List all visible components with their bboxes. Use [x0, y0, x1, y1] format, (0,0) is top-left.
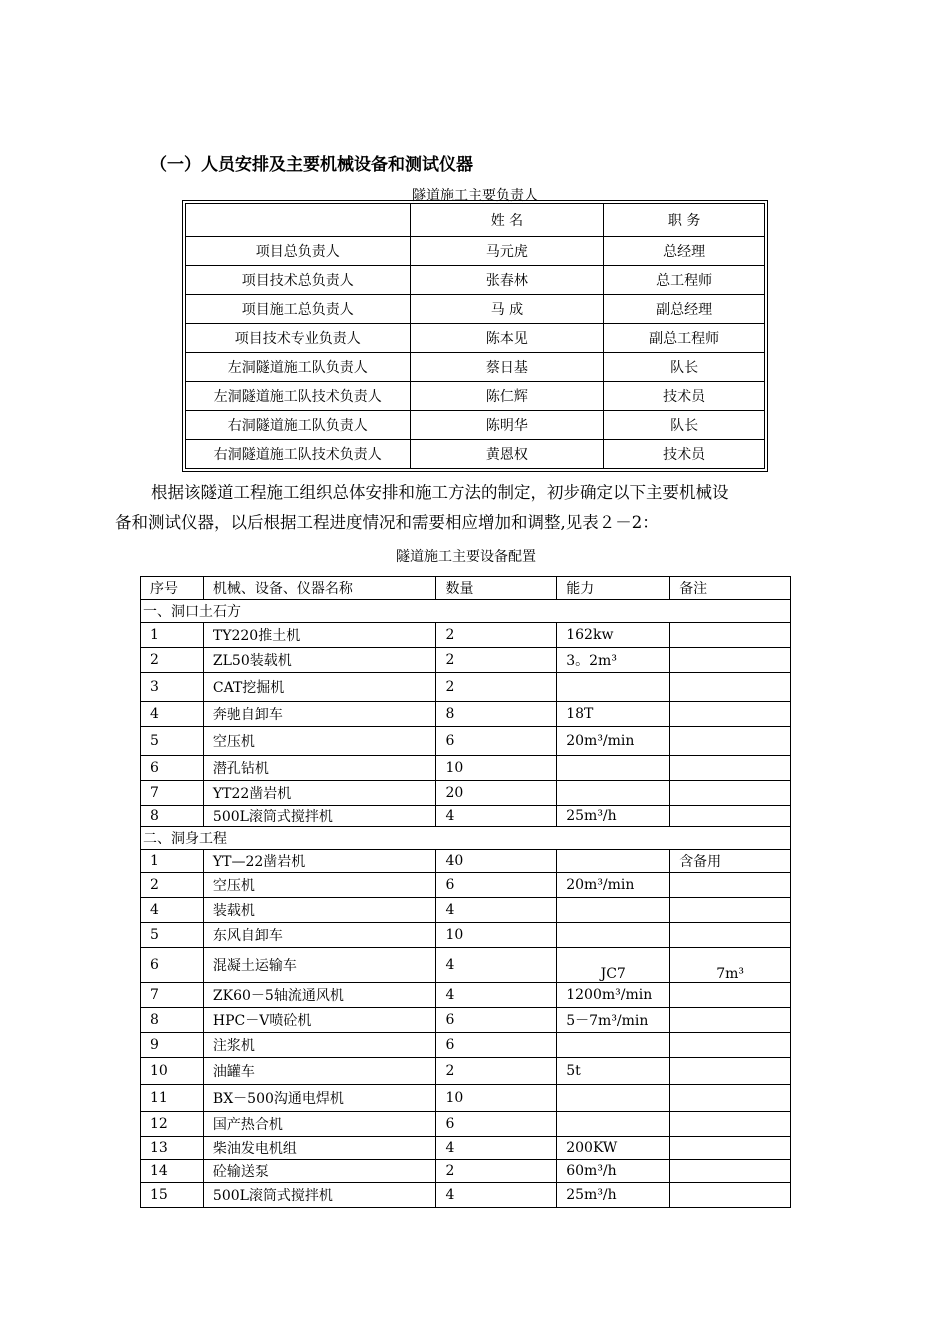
table-cell: 7: [141, 983, 204, 1008]
table-cell: 25m³/h: [557, 1183, 670, 1208]
table-cell: [670, 1058, 791, 1085]
table-row: [141, 673, 791, 702]
table-cell: 10: [141, 1058, 204, 1085]
table-cell: [670, 983, 791, 1008]
table-cell: 5: [141, 727, 204, 756]
table-cell: [557, 923, 670, 948]
table-cell: [670, 727, 791, 756]
table-cell: 4: [436, 1137, 557, 1160]
table1-caption: 隧道施工主要负责人: [412, 188, 538, 204]
table-cell: [557, 850, 670, 873]
table-cell: 10: [436, 923, 557, 948]
table-row: [141, 702, 791, 727]
table-cell: [557, 1033, 670, 1058]
table-cell: 陈明华: [410, 411, 604, 440]
table-cell: 60m³/h: [557, 1160, 670, 1183]
table-cell: 5－7m³/min: [557, 1008, 670, 1033]
table-cell: 40: [436, 850, 557, 873]
table-cell: 装载机: [203, 898, 436, 923]
table-row: [186, 353, 765, 382]
table-cell: 6: [436, 1008, 557, 1033]
section-row-body: [141, 827, 791, 850]
table-row: [141, 1112, 791, 1137]
table-cell: BX－500沟通电焊机: [203, 1085, 436, 1112]
table-cell: [670, 1137, 791, 1160]
table-cell: [557, 1085, 670, 1112]
table-cell: 11: [141, 1085, 204, 1112]
table-cell: 2: [436, 648, 557, 673]
table-cell: [670, 673, 791, 702]
table-cell: 6: [141, 756, 204, 781]
table-cell: [670, 1160, 791, 1183]
table-cell: 6: [436, 873, 557, 898]
header-cell: [186, 204, 411, 237]
table-cell: 柴油发电机组: [203, 1137, 436, 1160]
header-cell: 数量: [436, 577, 557, 600]
table-cell: 右洞隧道施工队技术负责人: [186, 440, 411, 469]
table-cell: TY220推土机: [203, 623, 436, 648]
table-cell: [557, 898, 670, 923]
table-cell: [670, 623, 791, 648]
personnel-table: [185, 203, 765, 469]
table-row: [141, 898, 791, 923]
section-label: 二、洞身工程: [141, 827, 791, 850]
table-cell: 3: [141, 673, 204, 702]
table-row: [141, 948, 791, 983]
header-cell: 姓 名: [410, 204, 604, 237]
header-cell: 能力: [557, 577, 670, 600]
table-cell: [670, 1112, 791, 1137]
table-row: [141, 727, 791, 756]
table-cell: 2: [436, 623, 557, 648]
table-cell: [670, 1008, 791, 1033]
table-row: [141, 1008, 791, 1033]
table-cell: 项目技术总负责人: [186, 266, 411, 295]
table-cell: [670, 1033, 791, 1058]
table-cell: 10: [436, 1085, 557, 1112]
table-cell: YT22凿岩机: [203, 781, 436, 806]
table-row: [186, 295, 765, 324]
table-cell: 20m³/min: [557, 873, 670, 898]
table-cell: ZK60－5轴流通风机: [203, 983, 436, 1008]
table-cell: 技术员: [604, 440, 765, 469]
table-cell: [670, 702, 791, 727]
header-cell: 机械、设备、仪器名称: [203, 577, 436, 600]
table-cell: 总经理: [604, 237, 765, 266]
table-row: [141, 1183, 791, 1208]
table-row: [141, 1085, 791, 1112]
table-row: [141, 623, 791, 648]
table-cell: 蔡日基: [410, 353, 604, 382]
header-cell: 职 务: [604, 204, 765, 237]
table-cell: 4: [436, 806, 557, 827]
table-row: [141, 923, 791, 948]
table-cell: 500L滚筒式搅拌机: [203, 806, 436, 827]
table-cell: [557, 756, 670, 781]
table-cell: 25m³/h: [557, 806, 670, 827]
table-cell: 左洞隧道施工队技术负责人: [186, 382, 411, 411]
table-cell: 队长: [604, 353, 765, 382]
table-cell: 2: [436, 1160, 557, 1183]
table-cell: [670, 873, 791, 898]
table-cell: [670, 781, 791, 806]
table-cell: 18T: [557, 702, 670, 727]
table-cell: 2: [141, 648, 204, 673]
table-cell: HPC－V喷砼机: [203, 1008, 436, 1033]
table-cell: 4: [141, 898, 204, 923]
table2-caption: 隧道施工主要设备配置: [396, 549, 536, 565]
table-cell: 陈本见: [410, 324, 604, 353]
table-cell: [670, 1183, 791, 1208]
table-row: [141, 781, 791, 806]
table-cell: 总工程师: [604, 266, 765, 295]
table-cell: 黄恩权: [410, 440, 604, 469]
section-row-entrance: [141, 600, 791, 623]
table-cell: 副总经理: [604, 295, 765, 324]
header-cell: 序号: [141, 577, 204, 600]
table-cell: 国产热合机: [203, 1112, 436, 1137]
table-cell: 奔驰自卸车: [203, 702, 436, 727]
table-row: [186, 411, 765, 440]
table-header-row: [141, 577, 791, 600]
table-row: [141, 983, 791, 1008]
table-row: [186, 237, 765, 266]
table-cell: 张春林: [410, 266, 604, 295]
table-cell: 8: [436, 702, 557, 727]
table-cell: 项目总负责人: [186, 237, 411, 266]
table-header-row: [186, 204, 765, 237]
table-cell: YT—22凿岩机: [203, 850, 436, 873]
table-row: [141, 873, 791, 898]
intro-paragraph: [115, 478, 845, 538]
table-row: [141, 1137, 791, 1160]
table-cell: [670, 923, 791, 948]
table-cell: 潜孔钻机: [203, 756, 436, 781]
table-cell: 马元虎: [410, 237, 604, 266]
table-cell: 162kw: [557, 623, 670, 648]
table-cell: 混凝土运输车: [203, 948, 436, 983]
table-cell: 5t: [557, 1058, 670, 1085]
table-row: [186, 266, 765, 295]
table-cell: 15: [141, 1183, 204, 1208]
table-cell: 4: [436, 1183, 557, 1208]
table-cell: 9: [141, 1033, 204, 1058]
table-cell: 2: [436, 673, 557, 702]
table-cell: [670, 648, 791, 673]
table-cell: 东风自卸车: [203, 923, 436, 948]
table-cell: 6: [141, 948, 204, 983]
table-row: [141, 756, 791, 781]
table-cell: [670, 1085, 791, 1112]
table-cell: 左洞隧道施工队负责人: [186, 353, 411, 382]
table-cell: 12: [141, 1112, 204, 1137]
table-row: [141, 1058, 791, 1085]
table-cell: [557, 1112, 670, 1137]
table-cell: 7m³: [670, 948, 791, 983]
table-cell: 4: [141, 702, 204, 727]
table-cell: 6: [436, 727, 557, 756]
table-cell: 4: [436, 898, 557, 923]
table-row: [186, 440, 765, 469]
table-cell: 油罐车: [203, 1058, 436, 1085]
table-row: [141, 1160, 791, 1183]
table-cell: JC7: [557, 948, 670, 983]
table-row: [141, 806, 791, 827]
table-cell: 1: [141, 623, 204, 648]
table-cell: 含备用: [670, 850, 791, 873]
table-row: [141, 648, 791, 673]
table-row: [141, 1033, 791, 1058]
table-row: [186, 382, 765, 411]
table-cell: 空压机: [203, 727, 436, 756]
table-cell: 7: [141, 781, 204, 806]
table-cell: 4: [436, 983, 557, 1008]
section-label: 一、洞口土石方: [141, 600, 791, 623]
table-cell: 1: [141, 850, 204, 873]
table-cell: 20: [436, 781, 557, 806]
table-cell: 6: [436, 1033, 557, 1058]
table-cell: 队长: [604, 411, 765, 440]
table-cell: 2: [436, 1058, 557, 1085]
table-cell: 2: [141, 873, 204, 898]
table-cell: 200KW: [557, 1137, 670, 1160]
table-cell: 空压机: [203, 873, 436, 898]
table-cell: 副总工程师: [604, 324, 765, 353]
table-cell: 1200m³/min: [557, 983, 670, 1008]
table-cell: 20m³/min: [557, 727, 670, 756]
table-cell: 3。2m³: [557, 648, 670, 673]
table-cell: 注浆机: [203, 1033, 436, 1058]
table-cell: 右洞隧道施工队负责人: [186, 411, 411, 440]
table-cell: 5: [141, 923, 204, 948]
table-cell: 项目技术专业负责人: [186, 324, 411, 353]
table-cell: [670, 756, 791, 781]
table-cell: 项目施工总负责人: [186, 295, 411, 324]
table-cell: 8: [141, 1008, 204, 1033]
table-row: [186, 324, 765, 353]
table-cell: [670, 806, 791, 827]
table-cell: 500L滚筒式搅拌机: [203, 1183, 436, 1208]
table-cell: 6: [436, 1112, 557, 1137]
table-cell: [557, 781, 670, 806]
header-cell: 备注: [670, 577, 791, 600]
table-cell: ZL50装载机: [203, 648, 436, 673]
paragraph-line-1: 根据该隧道工程施工组织总体安排和施工方法的制定，初步确定以下主要机械设: [151, 483, 729, 502]
table-cell: 13: [141, 1137, 204, 1160]
table-cell: 14: [141, 1160, 204, 1183]
table-row: [141, 850, 791, 873]
paragraph-line-2: 备和测试仪器，以后根据工程进度情况和需要相应增加和调整,见表２－2：: [115, 513, 659, 532]
table-cell: 8: [141, 806, 204, 827]
table-cell: 技术员: [604, 382, 765, 411]
table-cell: 陈仁辉: [410, 382, 604, 411]
table-cell: CAT挖掘机: [203, 673, 436, 702]
table-cell: 10: [436, 756, 557, 781]
equipment-table: [140, 576, 791, 1208]
table-cell: 4: [436, 948, 557, 983]
table-cell: [557, 673, 670, 702]
table-cell: 马 成: [410, 295, 604, 324]
section-heading: （一）人员安排及主要机械设备和测试仪器: [150, 155, 473, 175]
table-cell: 砼输送泵: [203, 1160, 436, 1183]
table-cell: [670, 898, 791, 923]
